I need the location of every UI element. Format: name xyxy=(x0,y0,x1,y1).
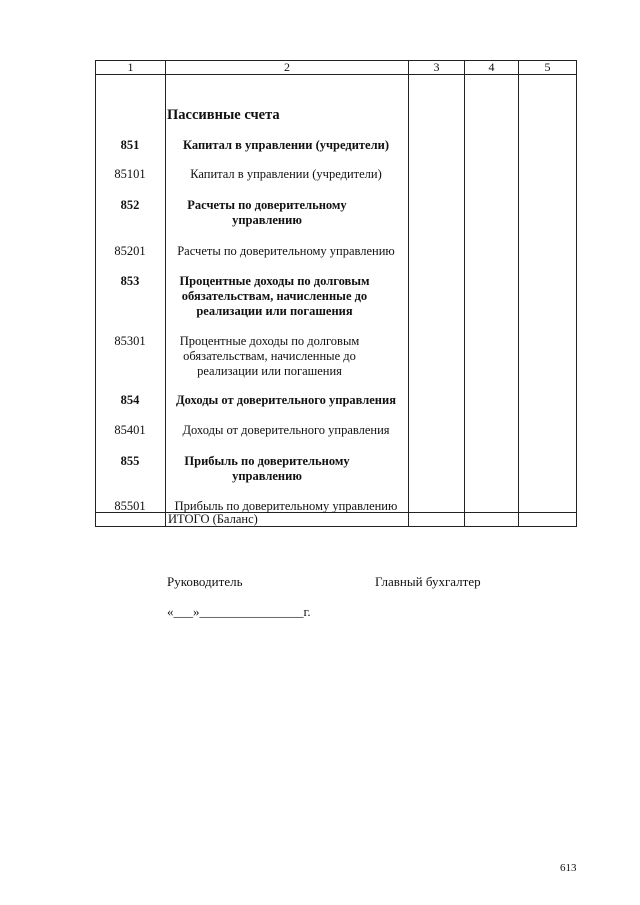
value-cell xyxy=(519,75,577,513)
column-header: 4 xyxy=(465,61,519,75)
table-body-row xyxy=(96,75,577,513)
account-name: Прибыль по доверительному управлению xyxy=(184,454,350,483)
account-code: 85201 xyxy=(114,244,146,258)
account-code: 85401 xyxy=(114,423,146,437)
account-code: 852 xyxy=(120,198,140,212)
column-header: 1 xyxy=(96,61,166,75)
head-signature-label: Руководитель xyxy=(167,574,243,589)
page-number: 613 xyxy=(560,862,577,874)
total-value-cell xyxy=(465,513,519,527)
account-name: Капитал в управлении (учредители) xyxy=(190,167,382,181)
column-divider xyxy=(165,75,166,512)
total-value-cell xyxy=(409,513,465,527)
account-code: 854 xyxy=(120,393,140,407)
date-line: «___»________________г. xyxy=(167,604,311,619)
accountant-signature-label: Главный бухгалтер xyxy=(375,574,481,589)
account-code: 855 xyxy=(120,454,140,468)
total-value-cell xyxy=(519,513,577,527)
account-code: 853 xyxy=(120,274,140,288)
account-name: Расчеты по доверительному управлению xyxy=(177,244,395,258)
column-header: 5 xyxy=(519,61,577,75)
account-name: Капитал в управлении (учредители) xyxy=(183,138,389,152)
total-label: ИТОГО (Баланс) xyxy=(166,513,409,527)
value-cell xyxy=(409,75,465,513)
account-code: 851 xyxy=(120,138,140,152)
account-name: Прибыль по доверительному управлению xyxy=(174,499,398,513)
account-name: Расчеты по доверительному управлению xyxy=(187,198,347,227)
account-code: 85301 xyxy=(114,334,146,348)
total-code-cell xyxy=(96,513,166,527)
value-cell xyxy=(465,75,519,513)
account-code: 85501 xyxy=(114,499,146,513)
total-row xyxy=(96,513,577,527)
account-name: Доходы от доверительного управления xyxy=(182,423,390,437)
account-name: Доходы от доверительного управления xyxy=(176,393,396,407)
ledger-table xyxy=(95,60,577,527)
account-name: Процентные доходы по долговым обязательствам, начисленные до реализации или погашения xyxy=(179,334,360,378)
section-title: Пассивные счета xyxy=(167,107,280,123)
table-header-row xyxy=(96,61,577,75)
accounts-cell xyxy=(96,75,409,513)
account-name: Процентные доходы по долговым обязательствам, начисленные до реализации или погашения xyxy=(179,274,370,318)
column-header: 2 xyxy=(166,61,409,75)
column-header: 3 xyxy=(409,61,465,75)
account-code: 85101 xyxy=(114,167,146,181)
